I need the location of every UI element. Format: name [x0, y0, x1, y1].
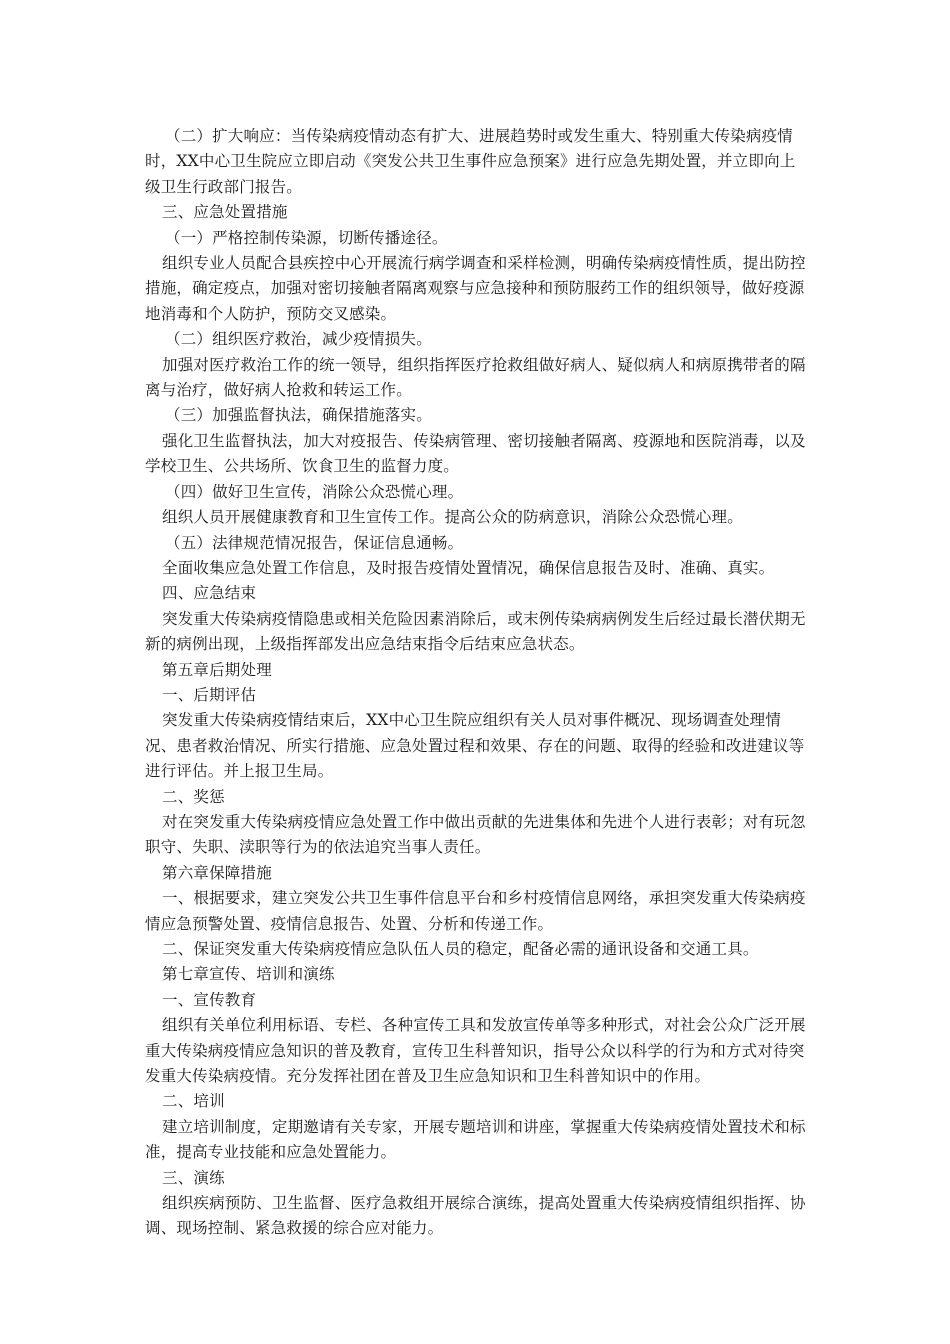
subheading-publicity: （四）做好卫生宣传，消除公众恐慌心理。: [165, 482, 464, 501]
paragraph-education: 组织有关单位利用标语、专栏、各种宣传工具和发放宣传单等多种形式，对社会公众广泛开展重大传染病疫情应急知识的普及教育，宣传卫生科普知识，指导公众以科学的行为和方式对待突发重大传染病疫情。充分发挥社团在普及卫生应急知识和卫生科普知识中的作用。: [145, 1016, 806, 1086]
paragraph-info-platform: 一、根据要求，建立突发公共卫生事件信息平台和乡村疫情信息网络，承担突发重大传染病疫情应急预警处置、疫情信息报告、处置、分析和传递工作。: [145, 889, 806, 933]
subheading-control-source: （一）严格控制传染源，切断传播途径。: [165, 228, 448, 247]
subheading-supervision: （三）加强监督执法，确保措施落实。: [165, 406, 432, 425]
paragraph-expand-response: （二）扩大响应：当传染病疫情动态有扩大、进展趋势时或发生重大、特别重大传染病疫情时，XX中心卫生院应立即启动《突发公共卫生事件应急预案》进行应急先期处置，并立即向上级卫生行政部门报告。: [145, 127, 796, 196]
paragraph-supervision: 强化卫生监督执法，加大对疫报告、传染病管理、密切接触者隔离、疫源地和医院消毒，以及学校卫生、公共场所、饮食卫生的监督力度。: [145, 431, 806, 476]
paragraph-publicity: 组织人员开展健康教育和卫生宣传工作。提高公众的防病意识，消除公众恐慌心理。: [162, 508, 743, 527]
heading-post-evaluation: 一、后期评估: [162, 685, 257, 704]
heading-training: 二、培训: [162, 1092, 225, 1111]
heading-emergency-end: 四、应急结束: [162, 584, 257, 603]
paragraph-training: 建立培训制度，定期邀请有关专家，开展专题培训和讲座，掌握重大传染病疫情处置技术和标准，提高专业技能和应急处置能力。: [145, 1117, 806, 1162]
subheading-medical-treatment: （二）组织医疗救治，减少疫情损失。: [165, 330, 432, 349]
paragraph-post-evaluation: 突发重大传染病疫情结束后，XX中心卫生院应组织有关人员对事件概况、现场调查处理情况、患者救治情况、所实行措施、应急处置过程和效果、存在的问题、取得的经验和改进建议等进行评估。并上报卫生局。: [145, 711, 805, 781]
subheading-reporting: （五）法律规范情况报告，保证信息通畅。: [165, 533, 464, 552]
chapter-five-title: 第五章后期处理: [162, 660, 272, 679]
paragraph-emergency-end: 突发重大传染病疫情隐患或相关危险因素消除后，或末例传染病病例发生后经过最长潜伏期无新的病例出现，上级指挥部发出应急结束指令后结束应急状态。: [145, 609, 806, 654]
heading-rewards-penalties: 二、奖惩: [162, 787, 225, 806]
chapter-six-title: 第六章保障措施: [162, 863, 272, 882]
paragraph-reporting: 全面收集应急处置工作信息，及时报告疫情处置情况，确保信息报告及时、准确、真实。: [162, 558, 775, 577]
paragraph-control-source: 组织专业人员配合县疾控中心开展流行病学调查和采样检测，明确传染病疫情性质，提出防控措施，确定疫点，加强对密切接触者隔离观察与应急接种和预防服药工作的组织领导，做好疫源地消毒和个人防护，预防交叉感染。: [145, 254, 806, 323]
heading-emergency-measures: 三、应急处置措施: [162, 203, 288, 222]
paragraph-medical-treatment: 加强对医疗救治工作的统一领导，组织指挥医疗抢救组做好病人、疑似病人和病原携带者的隔离与治疗，做好病人抢救和转运工作。: [145, 355, 806, 400]
paragraph-drills: 组织疾病预防、卫生监督、医疗急救组开展综合演练，提高处置重大传染病疫情组织指挥、协调、现场控制、紧急救援的综合应对能力。: [145, 1194, 806, 1238]
paragraph-team-stability: 二、保证突发重大传染病疫情应急队伍人员的稳定，配备必需的通讯设备和交通工具。: [162, 940, 759, 958]
chapter-seven-title: 第七章宣传、培训和演练: [162, 965, 335, 984]
heading-education: 一、宣传教育: [162, 990, 257, 1009]
document-body: [145, 124, 810, 1242]
paragraph-rewards-penalties: 对在突发重大传染病疫情应急处置工作中做出贡献的先进集体和先进个人进行表彰；对有玩忽职守、失职、渎职等行为的依法追究当事人责任。: [145, 812, 806, 857]
heading-drills: 三、演练: [162, 1168, 225, 1187]
